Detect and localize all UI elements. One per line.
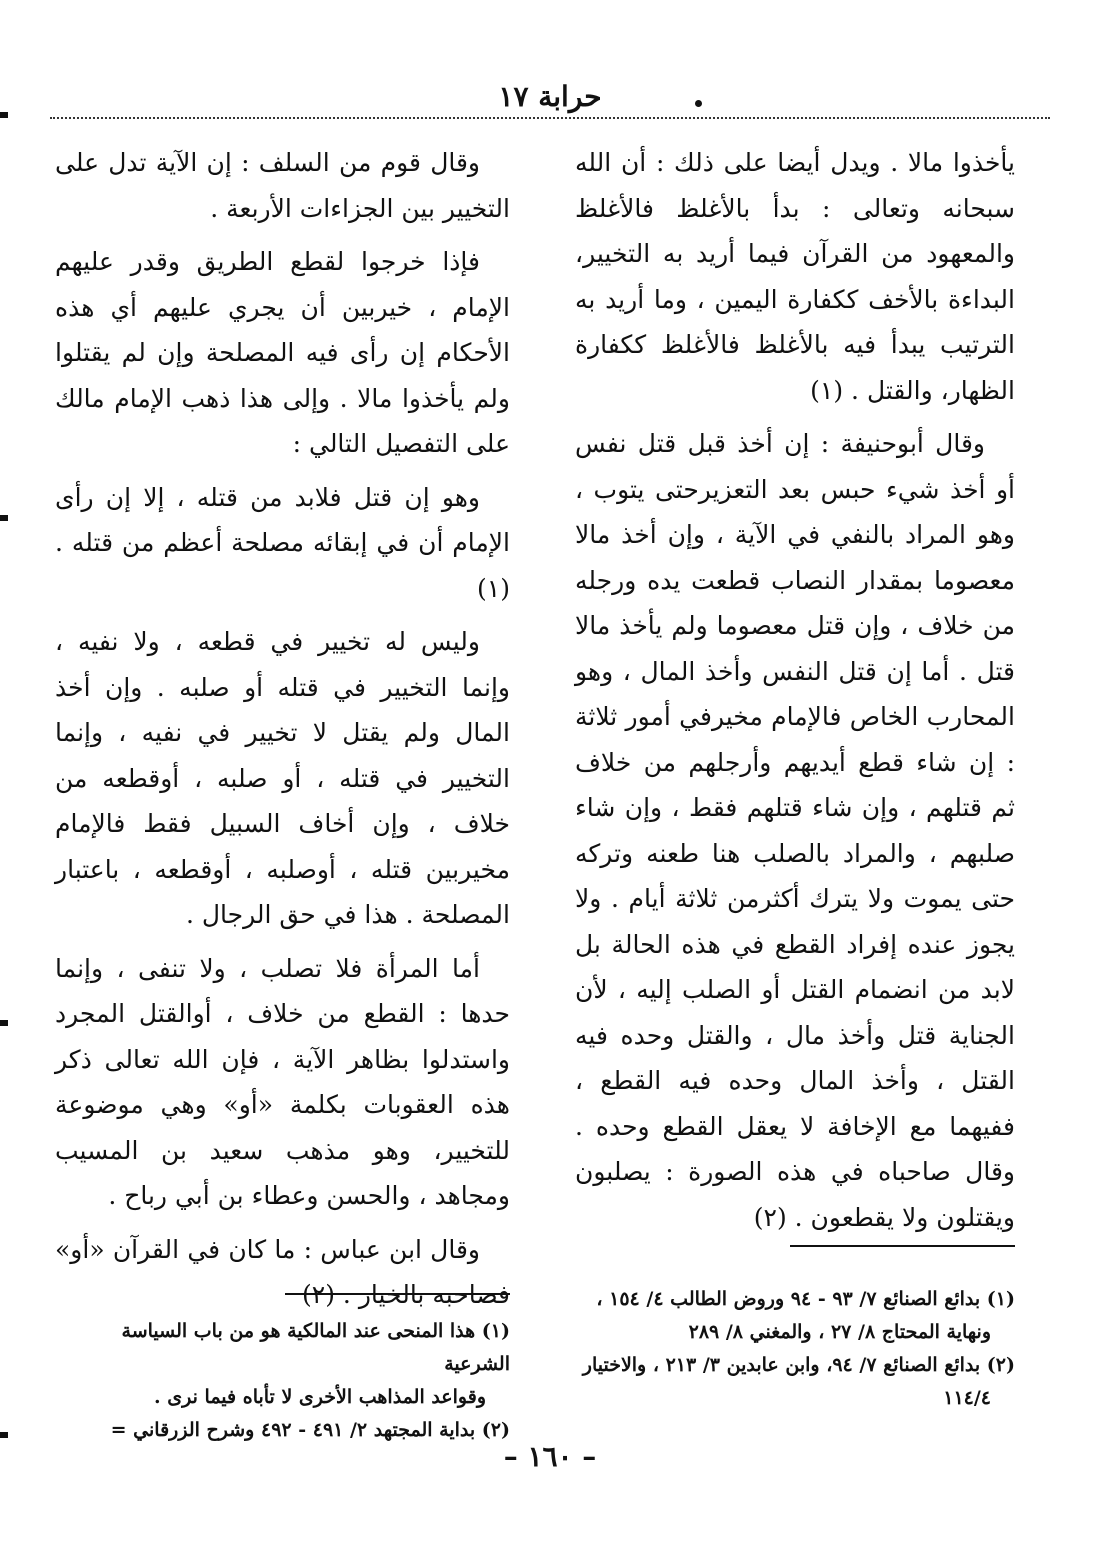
left-paragraph-1: وقال قوم من السلف : إن الآية تدل على التخيير بين الجزاءات الأربعة . [55,148,510,223]
right-footnote-divider [790,1245,1015,1247]
left-column [55,140,510,1326]
left-footnotes [50,1315,510,1447]
left-footnote-divider [285,1293,510,1295]
left-footnote-line: وقواعد المذاهب الأخرى لا تأباه فيما نرى . [154,1386,486,1408]
right-column [575,140,1015,1248]
running-header: حرابة ١٧ [498,80,602,113]
left-paragraph-4: وليس له تخيير في قطعه ، ولا نفيه ، وإنما التخيير في قتله أو صلبه . وإن أخذ المال ولم يقتل لا تخيير في نفيه ، وإنما التخيير في قتله ، أو صلبه ، أوقطعه من خلاف ، وإن أخاف السبيل فقط فالإمام مخيربين قتله ، أوصلبه ، أوقطعه ، باعتبار المصلحة . هذا في حق الرجال . [55,627,510,929]
margin-mark [0,1432,8,1438]
margin-mark [0,1020,8,1026]
header-divider [50,117,1050,119]
page-number: – ١٦٠ – [503,1440,597,1473]
header-bullet [695,100,702,107]
left-paragraph-3: وهو إن قتل فلابد من قتله ، إلا إن رأى الإمام أن في إبقائه مصلحة أعظم من قتله . (١) [55,482,510,603]
right-footnote-line: ونهاية المحتاج ٨/ ٢٧ ، والمغني ٨/ ٢٨٩ [688,1321,991,1343]
left-paragraph-2: فإذا خرجوا لقطع الطريق وقدر عليهم الإمام ، خيربين أن يجري عليهم أي هذه الأحكام إن رأى فيه المصلحة وإن لم يقتلوا ولم يأخذوا مالا . وإلى هذا ذهب الإمام مالك على التفصيل التالي : [55,247,510,458]
margin-mark [0,112,8,118]
left-paragraph-5: أما المرأة فلا تصلب ، ولا تنفى ، وإنما حدها : القطع من خلاف ، أوالقتل المجرد واستدلوا بظاهر الآية ، فإن الله تعالى ذكر هذه العقوبات بكلمة «أو» وهي موضوعة للتخيير، وهو مذهب سعيد بن المسيب ومجاهد ، والحسن وعطاء بن أبي رباح . [55,953,510,1210]
right-paragraph-2: وقال أبوحنيفة : إن أخذ قبل قتل نفس أو أخذ شيء حبس بعد التعزيرحتى يتوب ، وهو المراد بالنفي في الآية ، وإن أخذ مالا معصوما بمقدار النصاب قطعت يده ورجله من خلاف ، وإن قتل معصوما ولم يأخذ مالا قتل . أما إن قتل النفس وأخذ المال ، وهو المحارب الخاص فالإمام مخيرفي أمور ثلاثة : إن شاء قطع أيديهم وأرجلهم من خلاف ثم قتلهم ، وإن شاء قتلهم فقط ، وإن شاء صلبهم ، والمراد بالصلب هنا طعنه وتركه حتى يموت ولا يترك أكثرمن ثلاثة أيام . ولا يجوز عنده إفراد القطع في هذه الحالة بل لابد من انضمام القتل أو الصلب إليه ، لأن الجناية قتل وأخذ مال ، والقتل وحده فيه القتل ، وأخذ المال وحده فيه القطع ، ففيهما مع الإخافة لا يعقل القطع وحده . وقال صاحباه في هذه الصورة : يصلبون ويقتلون ولا يقطعون . (٢) [575,429,1015,1232]
left-footnote-line: (٢) بداية المجتهد ٢/ ٤٩١ - ٤٩٢ وشرح الزرقاني = [110,1419,510,1441]
right-footnote-line: ١١٤/٤ [943,1387,991,1409]
left-paragraph-6: وقال ابن عباس : ما كان في القرآن «أو» فصاحبه بالخيار . (٢) [55,1234,510,1309]
right-paragraph-1: يأخذوا مالا . ويدل أيضا على ذلك : أن الله سبحانه وتعالى : بدأ بالأغلظ فالأغلظ والمعهود من القرآن فيما أريد به التخيير، البداءة بالأخف ككفارة اليمين ، وما أريد به الترتيب يبدأ فيه بالأغلظ فالأغلظ ككفارة الظهار، والقتل . (١) [575,148,1015,405]
right-footnote-line: (١) بدائع الصنائع ٧/ ٩٣ - ٩٤ وروض الطالب ٤/ ١٥٤ ، [596,1288,1015,1310]
right-footnote-line: (٢) بدائع الصنائع ٧/ ٩٤، وابن عابدين ٣/ ٢١٣ ، والاختيار [582,1354,1015,1376]
right-footnotes [560,1283,1015,1415]
left-footnote-line: (١) هذا المنحى عند المالكية هو من باب السياسة الشرعية [121,1320,510,1375]
margin-mark [0,515,8,521]
